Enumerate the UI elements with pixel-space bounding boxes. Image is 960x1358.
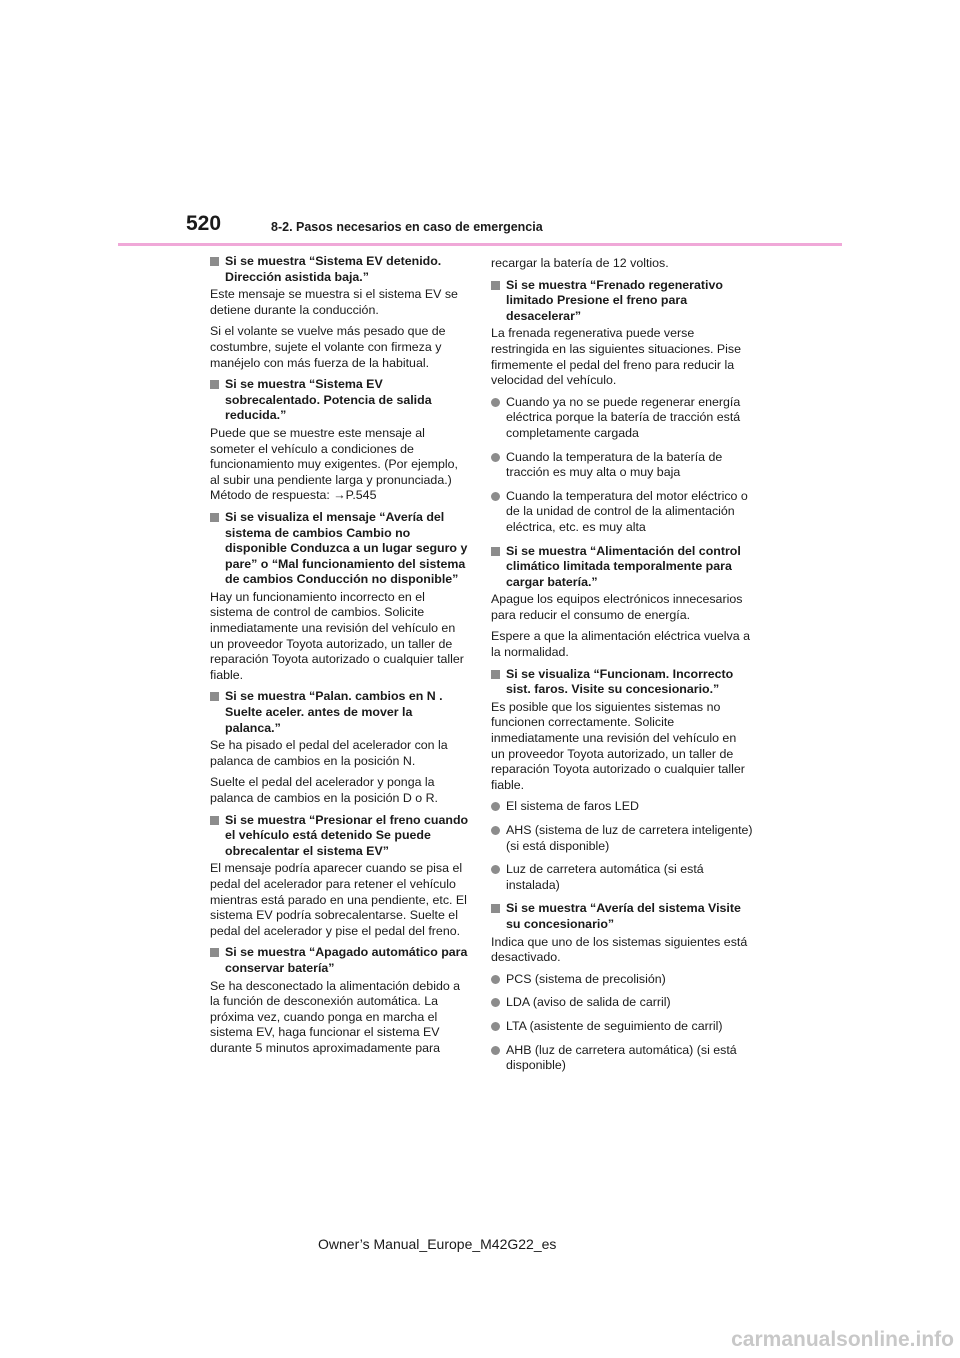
list-item [491, 995, 753, 1011]
paragraph: La frenada regenerativa puede verse restringida en las siguientes situaciones. Pise firmemente el pedal del freno para reducir la velocidad del vehículo. [491, 326, 742, 388]
circle-bullet-icon [491, 398, 500, 407]
heading-text: Si se muestra “Apagado automático para conservar batería” [225, 945, 468, 975]
heading-text: Si se muestra “Avería del sistema Visite su concesionario” [506, 901, 741, 931]
watermark-text: carmanualsonline.info [731, 1328, 954, 1351]
paragraph: recargar la batería de 12 voltios. [491, 256, 669, 270]
square-bullet-icon [210, 948, 219, 957]
list-item [491, 799, 753, 815]
list-item-text: Cuando la temperatura del motor eléctrico o de la unidad de control de la alimentación eléctrica, etc. es muy alta [506, 488, 748, 534]
heading-text: Si se muestra “Presionar el freno cuando el vehículo está detenido Se puede obrecalentar el sistema EV” [225, 812, 469, 858]
section-heading [210, 377, 470, 424]
paragraph: Puede que se muestre este mensaje al someter el vehículo a condiciones de funcionamiento muy exigentes. (Por ejemplo, al subir una pendiente larga y pronunciada.) Método de respuesta: →P.545 [210, 425, 458, 503]
paragraph: Apague los equipos electrónicos innecesarios para reducir el consumo de energía. [491, 592, 743, 622]
section-heading [491, 544, 753, 591]
heading-text: Si se visualiza el mensaje “Avería del sistema de cambios Cambio no disponible Conduzca a un lugar seguro y pare” o “Mal funcionamiento del sistema de cambios Conducción no disponible” [225, 509, 468, 587]
list-item [491, 395, 753, 442]
paragraph: Se ha pisado el pedal del acelerador con la palanca de cambios en la posición N. [210, 738, 448, 768]
paragraph: Indica que uno de los sistemas siguientes está desactivado. [491, 934, 748, 965]
section-heading [491, 278, 753, 325]
square-bullet-icon [491, 281, 500, 290]
square-bullet-icon [210, 692, 219, 701]
list-item-text: PCS (sistema de precolisión) [506, 971, 666, 986]
section-heading [491, 901, 753, 932]
square-bullet-icon [210, 380, 219, 389]
heading-text: Si se muestra “Sistema EV sobrecalentado. Potencia de salida reducida.” [225, 377, 432, 423]
circle-bullet-icon [491, 802, 500, 811]
list-item [491, 1019, 753, 1035]
right-column [491, 254, 753, 1082]
list-item [491, 862, 753, 893]
circle-bullet-icon [491, 826, 500, 835]
paragraph: Se ha desconectado la alimentación debido a la función de desconexión automática. La próxima vez, cuando ponga en marcha el sistema EV, haga funcionar el sistema EV durante 5 minutos aproximadamente para [210, 978, 461, 1055]
paragraph: Si el volante se vuelve más pesado que de costumbre, sujete el volante con firmeza y manéjelo con más fuerza de la habitual. [210, 324, 446, 370]
square-bullet-icon [491, 670, 500, 679]
list-item-text: Luz de carretera automática (si está instalada) [506, 862, 704, 892]
circle-bullet-icon [491, 1046, 500, 1055]
list-item-text: LTA (asistente de seguimiento de carril) [506, 1018, 723, 1033]
circle-bullet-icon [491, 975, 500, 984]
heading-text: Si se muestra “Frenado regenerativo limitado Presione el freno para desacelerar” [506, 277, 723, 323]
section-heading [491, 667, 753, 698]
list-item [491, 1043, 753, 1074]
list-item-text: El sistema de faros LED [506, 799, 639, 814]
paragraph: Suelte el pedal del acelerador y ponga la palanca de cambios en la posición D o R. [210, 775, 438, 805]
section-heading [210, 254, 470, 285]
square-bullet-icon [491, 547, 500, 556]
list-item [491, 972, 753, 988]
list-item-text: Cuando la temperatura de la batería de tracción es muy alta o muy baja [506, 449, 723, 480]
list-item-text: Cuando ya no se puede regenerar energía eléctrica porque la batería de tracción está completamente cargada [506, 394, 741, 440]
section-heading [210, 945, 470, 976]
section-heading [210, 689, 470, 736]
footer-text: Owner’s Manual_Europe_M42G22_es [318, 1236, 557, 1252]
heading-text: Si se muestra “Palan. cambios en N . Suelte aceler. antes de mover la palanca.” [225, 689, 443, 735]
section-heading [210, 813, 470, 860]
paragraph: Hay un funcionamiento incorrecto en el sistema de control de cambios. Solicite inmediatamente una revisión del vehículo en un proveedor Toyota autorizado, un taller de reparación Toyota autorizado o cualquier taller fiable. [210, 589, 464, 682]
section-title: 8-2. Pasos necesarios en caso de emergencia [271, 220, 543, 234]
list-item [491, 489, 753, 536]
circle-bullet-icon [491, 453, 500, 462]
square-bullet-icon [210, 816, 219, 825]
page-number: 520 [186, 212, 222, 235]
section-heading [210, 510, 470, 588]
circle-bullet-icon [491, 1022, 500, 1031]
list-item-text: LDA (aviso de salida de carril) [506, 995, 671, 1010]
paragraph: El mensaje podría aparecer cuando se pisa el pedal del acelerador para retener el vehículo mientras está parado en una pendiente, etc. El sistema EV podría sobrecalentarse. Suelte el pedal del acelerador y pise el pedal del freno. [210, 861, 467, 938]
circle-bullet-icon [491, 492, 500, 501]
heading-text: Si se visualiza “Funcionam. Incorrecto sist. faros. Visite su concesionario.” [506, 666, 734, 697]
paragraph: Es posible que los siguientes sistemas no funcionen correctamente. Solicite inmediatamente una revisión del vehículo en un proveedor Toyota autorizado, un taller de reparación Toyota autorizado o cualquier taller fiable. [491, 699, 745, 792]
list-item-text: AHS (sistema de luz de carretera inteligente) (si está disponible) [506, 823, 753, 853]
list-item [491, 450, 753, 481]
circle-bullet-icon [491, 998, 500, 1007]
heading-text: Si se muestra “Alimentación del control climático limitada temporalmente para cargar batería.” [506, 543, 741, 589]
list-item [491, 823, 753, 854]
paragraph: Este mensaje se muestra si el sistema EV se detiene durante la conducción. [210, 287, 458, 317]
heading-text: Si se muestra “Sistema EV detenido. Dirección asistida baja.” [225, 254, 442, 284]
circle-bullet-icon [491, 865, 500, 874]
list-item-text: AHB (luz de carretera automática) (si está disponible) [506, 1042, 737, 1073]
paragraph: Espere a que la alimentación eléctrica vuelva a la normalidad. [491, 629, 750, 660]
left-column [210, 254, 470, 1063]
header-divider [118, 243, 842, 246]
square-bullet-icon [210, 257, 219, 266]
square-bullet-icon [491, 904, 500, 913]
square-bullet-icon [210, 513, 219, 522]
